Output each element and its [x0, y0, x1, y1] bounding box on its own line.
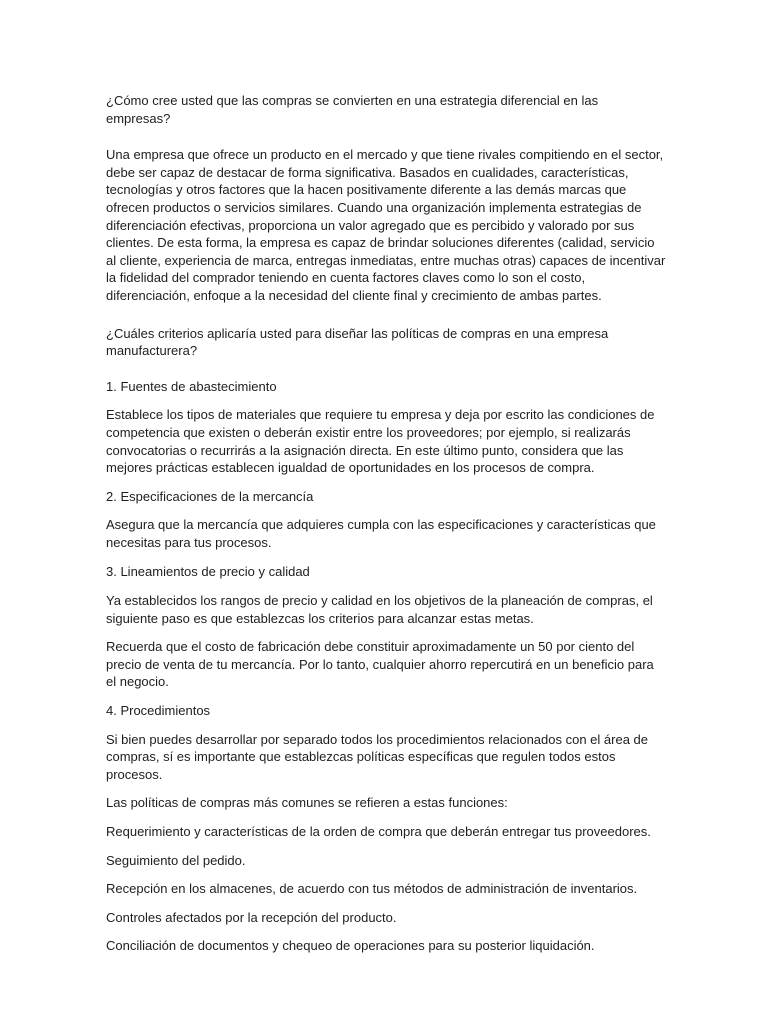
- paragraph-fuentes: Establece los tipos de materiales que requiere tu empresa y deja por escrito las condiciones de competencia que existen o deberán existir entre los proveedores; por ejemplo, si realizarás convocatorias o recurrirás a la asignación directa. En este último punto, considera que las mejores prácticas establecen igualdad de oportunidades en los procesos de compra.: [106, 407, 655, 476]
- question-1: ¿Cómo cree usted que las compras se convierten en una estrategia diferencial en las empresas?: [106, 93, 599, 126]
- paragraph-lineamientos-2: Recuerda que el costo de fabricación debe constituir aproximadamente un 50 por ciento del precio de venta de tu mercancía. Por lo tanto, cualquier ahorro repercutirá en un beneficio para el negocio.: [106, 639, 654, 690]
- list-item: Seguimiento del pedido.: [106, 852, 246, 868]
- paragraph-procedimientos-1: Si bien puedes desarrollar por separado todos los procedimientos relacionados con el área de compras, sí es importante que establezcas políticas específicas que regulen todos estos procesos.: [106, 731, 649, 782]
- list-item: Controles afectados por la recepción del producto.: [106, 909, 397, 925]
- list-item: Conciliación de documentos y chequeo de operaciones para su posterior liquidación.: [106, 938, 595, 954]
- heading-procedimientos: 4. Procedimientos: [106, 703, 211, 719]
- paragraph-especificaciones: Asegura que la mercancía que adquieres cumpla con las especificaciones y características que necesitas para tus procesos.: [106, 517, 656, 550]
- answer-1: Una empresa que ofrece un producto en el mercado y que tiene rivales compitiendo en el sector, debe ser capaz de destacar de forma significativa. Basados en cualidades, características, tecnologías y otros factores que la hacen positivamente diferente a las demás marcas que ofrecen productos o servicios similares. Cuando una organización implementa estrategias de diferenciación efectivas, proporciona un valor agregado que es percibido y valorado por sus clientes. De esta forma, la empresa es capaz de brindar soluciones diferentes (calidad, servicio al cliente, experiencia de marca, entregas inmediatas, entre muchas otras) capaces de incentivar la fidelidad del comprador teniendo en cuenta factores claves como lo son el costo, diferenciación, enfoque a la necesidad del cliente final y crecimiento de ambas partes.: [106, 147, 666, 303]
- document-body: [106, 92, 666, 955]
- heading-especificaciones: 2. Especificaciones de la mercancía: [106, 488, 314, 504]
- paragraph-procedimientos-2: Las políticas de compras más comunes se refieren a estas funciones:: [106, 795, 508, 811]
- heading-lineamientos: 3. Lineamientos de precio y calidad: [106, 564, 310, 580]
- list-item: Requerimiento y características de la orden de compra que deberán entregar tus proveedores.: [106, 824, 651, 839]
- question-2: ¿Cuáles criterios aplicaría usted para diseñar las políticas de compras en una empresa manufacturera?: [106, 325, 609, 359]
- paragraph-lineamientos-1: Ya establecidos los rangos de precio y calidad en los objetivos de la planeación de compras, el siguiente paso es que establezcas los criterios para alcanzar estas metas.: [106, 593, 653, 626]
- heading-fuentes: 1. Fuentes de abastecimiento: [106, 378, 277, 394]
- list-item: Recepción en los almacenes, de acuerdo con tus métodos de administración de inventarios.: [106, 881, 638, 897]
